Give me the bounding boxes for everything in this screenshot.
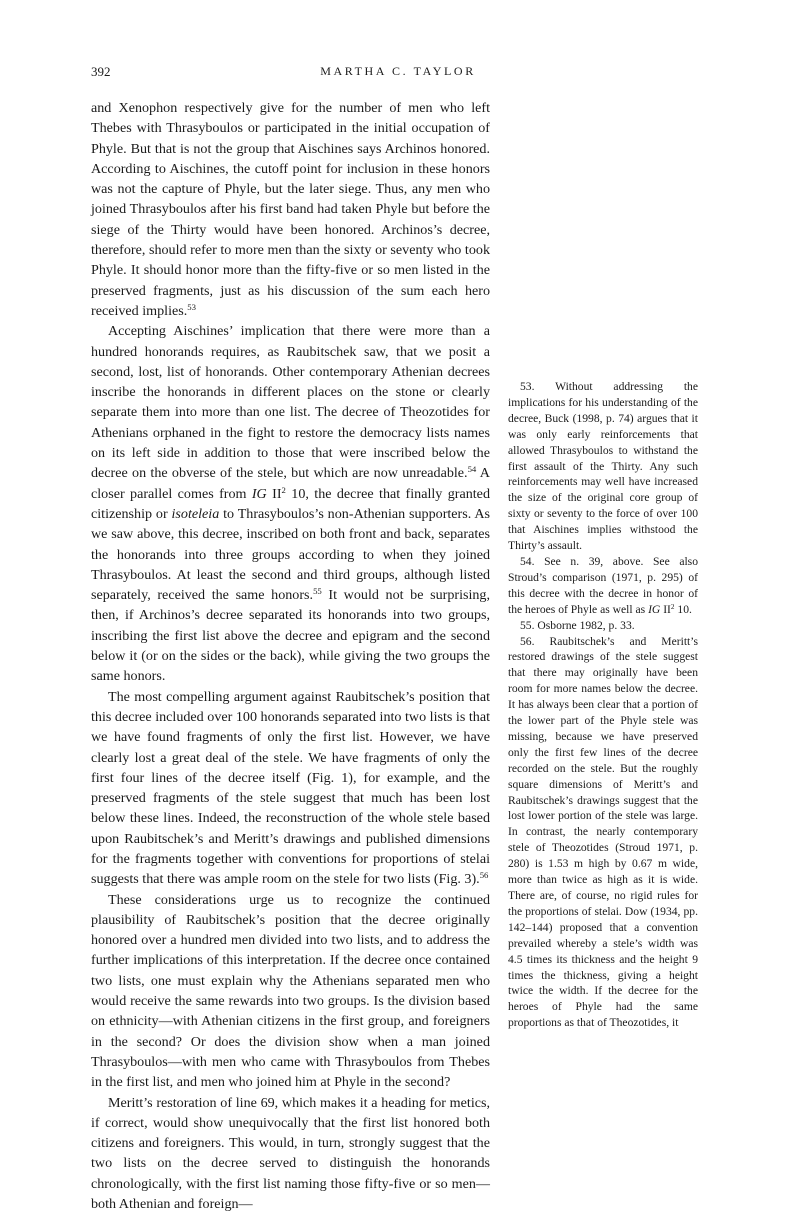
footnote-ref-54[interactable]: 54 bbox=[467, 464, 477, 475]
paragraph-text: The most compelling argument against Raubitschek’s position that this decree included over 100 honorands separated into two lists is that we have found fragments of only the first list. However, we have clearly lost a great deal of the stele. We have fragments of only the first four lines of the decree itself (Fig. 1), for example, and the preserved fragments of the stele suggest that much has been lost below these lines. Indeed, the reconstruction of the whole stele based upon Raubitschek’s and Meritt’s drawings and published dimensions for the fragments together with conventions for proportions of stelai suggests that there was ample room on the stele for two lists (Fig. 3). bbox=[91, 688, 490, 888]
footnote-ref-53[interactable]: 53 bbox=[187, 302, 197, 313]
footnote-55: 55. Osborne 1982, p. 33. bbox=[520, 618, 635, 632]
paragraph-text: A closer parallel comes from bbox=[91, 465, 490, 502]
ig-abbreviation: IG bbox=[251, 485, 267, 502]
footnote-ref-55[interactable]: 55 bbox=[313, 586, 322, 597]
ig-abbreviation: IG bbox=[648, 602, 661, 616]
paragraph-text: 10, the decree that finally granted citizenship or bbox=[91, 485, 490, 522]
page-number: 392 bbox=[91, 64, 111, 79]
running-head: MARTHA C. TAYLOR bbox=[320, 64, 476, 78]
footnotes-column bbox=[508, 379, 698, 1031]
paragraph-text: Accepting Aischines’ implication that there were more than a hundred honorands requires, as Raubitschek saw, that we posit a second, lost, list of honorands. Other contemporary Athenian decrees inscribe the honorands in different places on the stone or clearly separate them into more than one list. The decree of Theozotides for Athenians orphaned in the fight to restore the democracy lists names on its left side in addition to those that were inscribed below the decree on the obverse of the stele, but which are now unreadable. bbox=[91, 323, 490, 482]
body-paragraph-4: These considerations urge us to recognize the continued plausibility of Raubitschek’s position that the decree originally honored over a hundred men divided into two lists, and to address the further implications of this interpretation. If the decree once contained two lists, one must explain why the Athenians separated men who would receive the same rewards into two groups. Is the division based on ethnicity—with Athenian citizens in the first group, and foreigners in the second? Or does the division show when a man joined Thrasyboulos—with men who came with Thrasyboulos from Thebes in the first list, and men who joined him at Phyle in the second? bbox=[91, 891, 490, 1091]
footnote-ref-56[interactable]: 56 bbox=[479, 870, 489, 881]
body-paragraph-2 bbox=[91, 321, 490, 686]
superscript: 2 bbox=[281, 484, 286, 495]
paragraph-text: II bbox=[266, 485, 282, 502]
body-paragraph-3 bbox=[91, 687, 490, 890]
body-paragraph-5: Meritt’s restoration of line 69, which makes it a heading for metics, if correct, would show unequivocally that the first list honored both citizens and foreigners. This would, in turn, strongly suggest that the two lists on the decree served to distinguish the honorands chronologically, with the first list naming those fifty-five or so men—both Athenian and foreign— bbox=[91, 1094, 490, 1213]
footnote-text: II bbox=[660, 602, 671, 616]
footnote-54 bbox=[508, 554, 698, 618]
italic-term: isoteleia bbox=[171, 505, 220, 522]
footnote-56: 56. Raubitschek’s and Meritt’s restored drawings of the stele suggest that there may originally have been room for more names below the decree. It has always been clear that a portion of the lower part of the Phyle stele was missing, because we have preserved only the first few lines of the decree recorded on the stele. But the roughly square dimensions of Meritt’s and Raubitschek’s drawings suggest that the lost lower portion of the stele was large. In contrast, the nearly contemporary stele of Theozotides (Stroud 1971, p. 280) is 1.53 m high by 0.67 m wide, more than twice as high as it is wide. There are, of course, no rigid rules for the proportions of stelai. Dow (1934, pp. 142–144) proposed that a convention prevailed whereby a stele’s width was 4.5 times its thickness and the height 9 times the thickness, giving a height twice the width. If the decree for the heroes of Phyle had the same proportions as that of Theozotides, it bbox=[508, 634, 698, 1030]
main-text-column bbox=[91, 98, 490, 1214]
footnote-53: 53. Without addressing the implications for his understanding of the decree, Buck (1998, p. 74) argues that it was only early reinforcements that allowed Thrasyboulos to withstand the first assault of the Thirty. Any such reinforcements may well have increased the size of the original core group of sixty or seventy to the force of over 100 that Aischines implies withstood the Thirty’s assault. bbox=[508, 380, 698, 553]
paragraph-text: It would not be surprising, then, if Archinos’s decree separated its honorands into two groups, inscribing the first list above the decree and epigram and the second below it (or on the sides or the back), while giving the two groups the same honors. bbox=[91, 587, 491, 685]
paragraph-text: and Xenophon respectively give for the number of men who left Thebes with Thrasyboulos or participated in the initial occupation of Phyle. But that is not the group that Aischines says Archinos honored. According to Aischines, the cutoff point for inclusion in these honors was not the capture of Phyle, but the later siege. Thus, any men who joined Thrasyboulos after his first band had taken Phyle but before the siege of the Thirty would have been honored. Archinos’s decree, therefore, should refer to more men than the sixty or seventy who took Phyle. It should honor more than the fifty-five or so men listed in the preserved fragments, just as his discussion of the sum each hero received implies. bbox=[91, 100, 490, 319]
body-paragraph-1 bbox=[91, 98, 490, 321]
footnote-text: 10. bbox=[674, 602, 692, 616]
paragraph-text: to Thrasyboulos’s non-Athenian supporters. As we saw above, this decree, inscribed on both front and back, separates the honorands into three groups according to when they joined Thrasyboulos. At least the second and third groups, although listed separately, received the same honors. bbox=[91, 505, 491, 604]
footnote-text: 54. See n. 39, above. See also Stroud’s comparison (1971, p. 295) of this decree with the decree in honor of the heroes of Phyle as well as bbox=[508, 554, 698, 616]
superscript: 2 bbox=[670, 602, 675, 611]
